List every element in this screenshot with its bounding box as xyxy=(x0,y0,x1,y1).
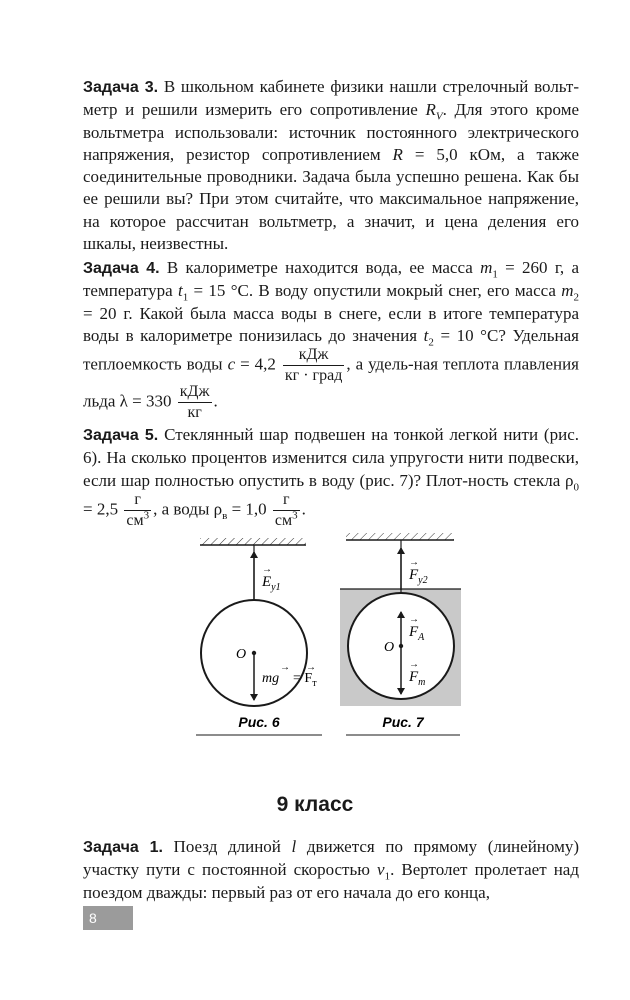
weight-vector-mark: → xyxy=(280,662,290,673)
figure-7-caption: Рис. 7 xyxy=(382,714,424,730)
tension-vector-mark: → xyxy=(409,557,419,568)
task-3: Задача 3. В школьном кабинете физики нашли стрелочный вольт-метр и решили измерить его сопротивление $R_V$. Для этого кроме вольтметра использовали: источник постоянного электрического напряжения, резистор сопротивлением R = 5,0 кОм, а также соединительные проводники. Задача была успешно решена. Как бы ее решили вы? При этом считайте, что максимальное напряжение, на которое рассчитан вольтметр, а значит, и цена деления его шкалы, неизвестны. xyxy=(83,77,580,254)
task-3-label: Задача 3. xyxy=(83,79,159,96)
center-label: O xyxy=(384,640,395,655)
ceiling-hatch xyxy=(346,533,454,540)
gravity-label: $F_т$ xyxy=(409,669,426,688)
page-number: 8 xyxy=(83,906,133,930)
gravity-vector-mark: → xyxy=(409,659,419,670)
gravity-label: = $F_т$ xyxy=(293,671,317,689)
grade9-task-1-label: Задача 1. xyxy=(83,839,163,856)
ceiling-hatch xyxy=(200,538,306,545)
water-density-unit: $\frac{г}{см^3}$ xyxy=(274,490,298,529)
gravity-vector-mark: → xyxy=(306,662,316,673)
buoyancy-vector-mark: → xyxy=(409,614,419,625)
figure-7 xyxy=(340,533,461,735)
task-5: Задача 5. Стеклянный шар подвешен на тонкой легкой нити (рис. 6). На сколько процентов изменится сила упругости нити подвески, если шар полностью опустить в воду (рис. 7)? Плот-ность стекла $\rho_0 = 2,5$ $\frac{г}{см^3}$ , а воды $\rho_в = 1,0$ $\frac{г}{см^3}$ . xyxy=(83,425,579,529)
latent-heat-unit: $\frac{\text{кДж}}{кг}$ xyxy=(179,383,210,422)
figure-6 xyxy=(196,538,322,735)
section-heading: 9 класс xyxy=(276,793,354,816)
heat-capacity-unit: $\frac{\text{кДж}}{\text{кг · град}}$ xyxy=(284,346,343,385)
weight-label: mg xyxy=(262,671,280,686)
center-label: O xyxy=(236,647,247,662)
task-5-label: Задача 5. xyxy=(83,427,159,444)
grade9-task-1: Задача 1. Поезд длиной l движется по прямому (линейному) участку пути с постоянной скоростью $v_1$. Вертолет пролетает над поездом дважды: первый раз от его начала до его конца, xyxy=(83,837,579,902)
tension-label: $E_{у1}$ xyxy=(262,574,281,593)
tension-vector-mark: → xyxy=(262,564,272,575)
tension-label: $F_{у2}$ xyxy=(409,567,428,586)
figure-6-caption: Рис. 6 xyxy=(238,714,280,730)
task-4-label: Задача 4. xyxy=(83,260,160,277)
buoyancy-label: $F_А$ xyxy=(409,624,425,643)
task-4: Задача 4. В калориметре находится вода, ее масса $m_1 = 260$ г, а температура $t_1 = 15$ °С. В воду опустили мокрый снег, его масса $m_2 = 20$ г. Какой была масса воды в снеге, если в итоге температура воды в калориметре понизилась до значения $t_2 = 10$ °С? Удельная теплоемкость воды c = 4,2 $\frac{\text{кДж}}{\text{кг · град}}$ , а удель-ная теплота плавления льда λ = 330 $\frac{\text{кДж}}{кг}$ . xyxy=(83,258,580,422)
glass-density-unit: $\frac{г}{см^3}$ xyxy=(126,490,150,529)
